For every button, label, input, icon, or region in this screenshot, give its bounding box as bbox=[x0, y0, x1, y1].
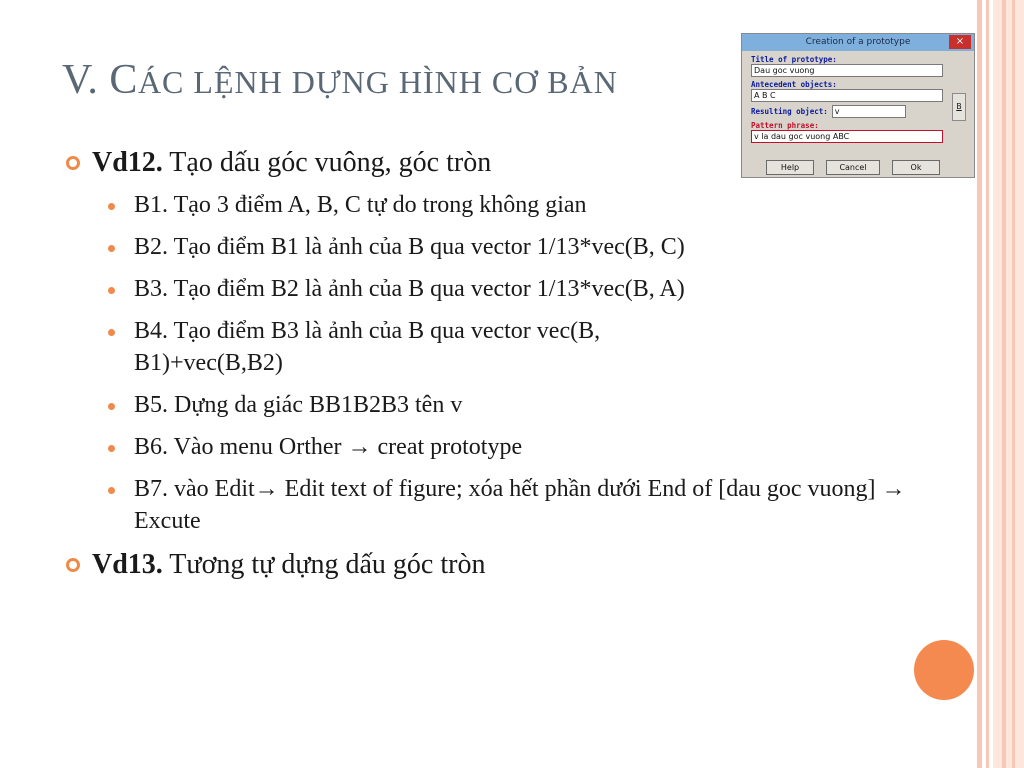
decor-stripe bbox=[1002, 0, 1006, 768]
bullet-dot-icon bbox=[108, 445, 115, 452]
item-text: Tương tự dựng dấu góc tròn bbox=[162, 549, 486, 580]
decor-stripe bbox=[986, 0, 989, 768]
step-text: B2. Tạo điểm B1 là ảnh của B qua vector 1/13*vec(B, C) bbox=[134, 234, 685, 260]
decor-circle bbox=[914, 640, 974, 700]
bullet-dot-icon bbox=[108, 287, 115, 294]
step-text: B3. Tạo điểm B2 là ảnh của B qua vector 1/13*vec(B, A) bbox=[134, 276, 685, 302]
bullet-dot-icon bbox=[108, 245, 115, 252]
bullet-dot-icon bbox=[108, 487, 115, 494]
bullet-ring-icon bbox=[66, 156, 80, 170]
dialog-buttons bbox=[766, 160, 940, 175]
step-item bbox=[66, 431, 946, 463]
item-text: Tạo dấu góc vuông, góc tròn bbox=[162, 147, 492, 178]
decor-stripe bbox=[1012, 0, 1015, 768]
title-field[interactable]: Dau goc vuong bbox=[751, 64, 943, 77]
result-field-label: Resulting object: bbox=[751, 107, 828, 116]
pattern-field[interactable]: v la dau goc vuong ABC bbox=[751, 130, 943, 143]
step-item bbox=[66, 315, 694, 379]
close-icon[interactable]: × bbox=[949, 35, 971, 49]
prototype-dialog-screenshot bbox=[741, 33, 975, 178]
bullet-dot-icon bbox=[108, 203, 115, 210]
step-item bbox=[66, 231, 946, 263]
dialog-titlebar bbox=[742, 34, 974, 51]
result-row bbox=[751, 105, 968, 118]
ok-button[interactable]: Ok bbox=[892, 160, 940, 175]
step-text: B5. Dựng da giác BB1B2B3 tên v bbox=[134, 392, 463, 418]
b-button[interactable]: B bbox=[952, 93, 966, 121]
item-label: Vd12. bbox=[92, 147, 163, 178]
step-text: B6. Vào menu Orther → creat prototype bbox=[134, 434, 523, 460]
step-item bbox=[66, 273, 946, 305]
pattern-field-label: Pattern phrase: bbox=[751, 121, 819, 130]
antecedent-field[interactable]: A B C bbox=[751, 89, 943, 102]
step-text: B7. vào Edit→ Edit text of figure; xóa hết phần dưới End of [dau goc vuong] → Excute bbox=[134, 476, 906, 534]
step-text: B4. Tạo điểm B3 là ảnh của B qua vector vec(B, B1)+vec(B,B2) bbox=[134, 318, 601, 376]
title-field-label: Title of prototype: bbox=[751, 55, 837, 64]
step-item bbox=[66, 473, 946, 537]
result-field[interactable]: v bbox=[832, 105, 906, 118]
antecedent-field-label: Antecedent objects: bbox=[751, 80, 837, 89]
bullet-dot-icon bbox=[108, 403, 115, 410]
step-item bbox=[66, 189, 946, 221]
bullet-dot-icon bbox=[108, 329, 115, 336]
item-label: Vd13. bbox=[92, 549, 163, 580]
cancel-button[interactable]: Cancel bbox=[826, 160, 880, 175]
title-first: V. C bbox=[62, 57, 138, 103]
step-item bbox=[66, 389, 946, 421]
item-vd13 bbox=[66, 547, 946, 583]
dialog-title: Creation of a prototype bbox=[805, 37, 911, 47]
decor-stripe bbox=[993, 0, 1024, 768]
slide-title bbox=[62, 56, 618, 104]
decor-stripe bbox=[977, 0, 982, 768]
step-list bbox=[66, 189, 946, 537]
title-rest: ÁC LỆNH DỰNG HÌNH CƠ BẢN bbox=[137, 64, 618, 100]
bullet-ring-icon bbox=[66, 558, 80, 572]
help-button[interactable]: Help bbox=[766, 160, 814, 175]
slide-content bbox=[66, 145, 946, 591]
dialog-body bbox=[742, 51, 974, 143]
step-text: B1. Tạo 3 điểm A, B, C tự do trong không gian bbox=[134, 192, 587, 218]
